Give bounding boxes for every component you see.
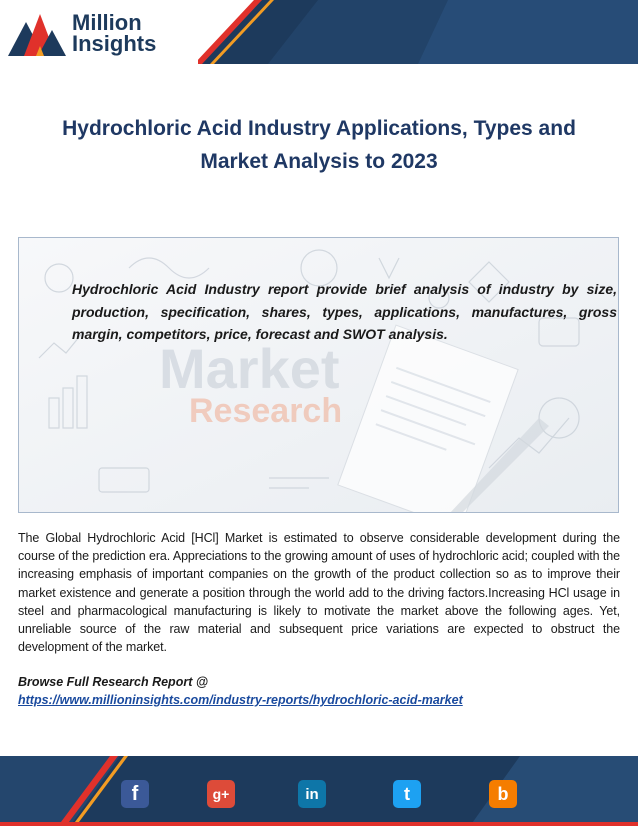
logo-wordmark [72, 10, 157, 56]
banner-summary-text: Hydrochloric Acid Industry report provide brief analysis of industry by size, production, specification, shares, types, applications, manufactures, gross margin, competitors, price, forecast and SWOT analysis. [72, 281, 617, 342]
browse-label: Browse Full Research Report @ [18, 675, 209, 689]
logo-mountain-icon [6, 10, 68, 58]
google-plus-icon[interactable]: g+ [207, 780, 235, 808]
summary-banner [18, 237, 619, 513]
browse-report-section [18, 673, 620, 709]
logo-line-1: Million [72, 10, 142, 35]
page-header [0, 0, 638, 64]
linkedin-icon[interactable]: in [298, 780, 326, 808]
banner-word-market: Market [159, 337, 340, 400]
facebook-icon[interactable]: f [121, 780, 149, 808]
twitter-icon[interactable]: t [393, 780, 421, 808]
million-insights-logo[interactable] [6, 10, 166, 60]
page-title: Hydrochloric Acid Industry Applications, Types and Market Analysis to 2023 [62, 117, 576, 173]
body-paragraph: The Global Hydrochloric Acid [HCl] Market is estimated to observe considerable development during the course of the prediction era. Appreciations to the growing amount of uses of hydrochloric acid; coupled with the increasing emphasis of important companies on the growth of the product collection so as to improve their market existence and generate a position through the world add to the driving factors.Increasing HCl usage in steel and pharmacological manufacturing is likely to motivate the market above the following ages. Yet, unreliable source of the raw material and subsequent price variations are expected to obstruct the development of the market. [18, 531, 620, 655]
logo-line-2: Insights [72, 31, 157, 56]
blogger-icon[interactable]: b [489, 780, 517, 808]
page-footer [0, 756, 638, 826]
header-decoration [198, 0, 638, 64]
report-link[interactable]: https://www.millioninsights.com/industry-reports/hydrochloric-acid-market [18, 693, 463, 707]
banner-word-research: Research [189, 392, 343, 430]
